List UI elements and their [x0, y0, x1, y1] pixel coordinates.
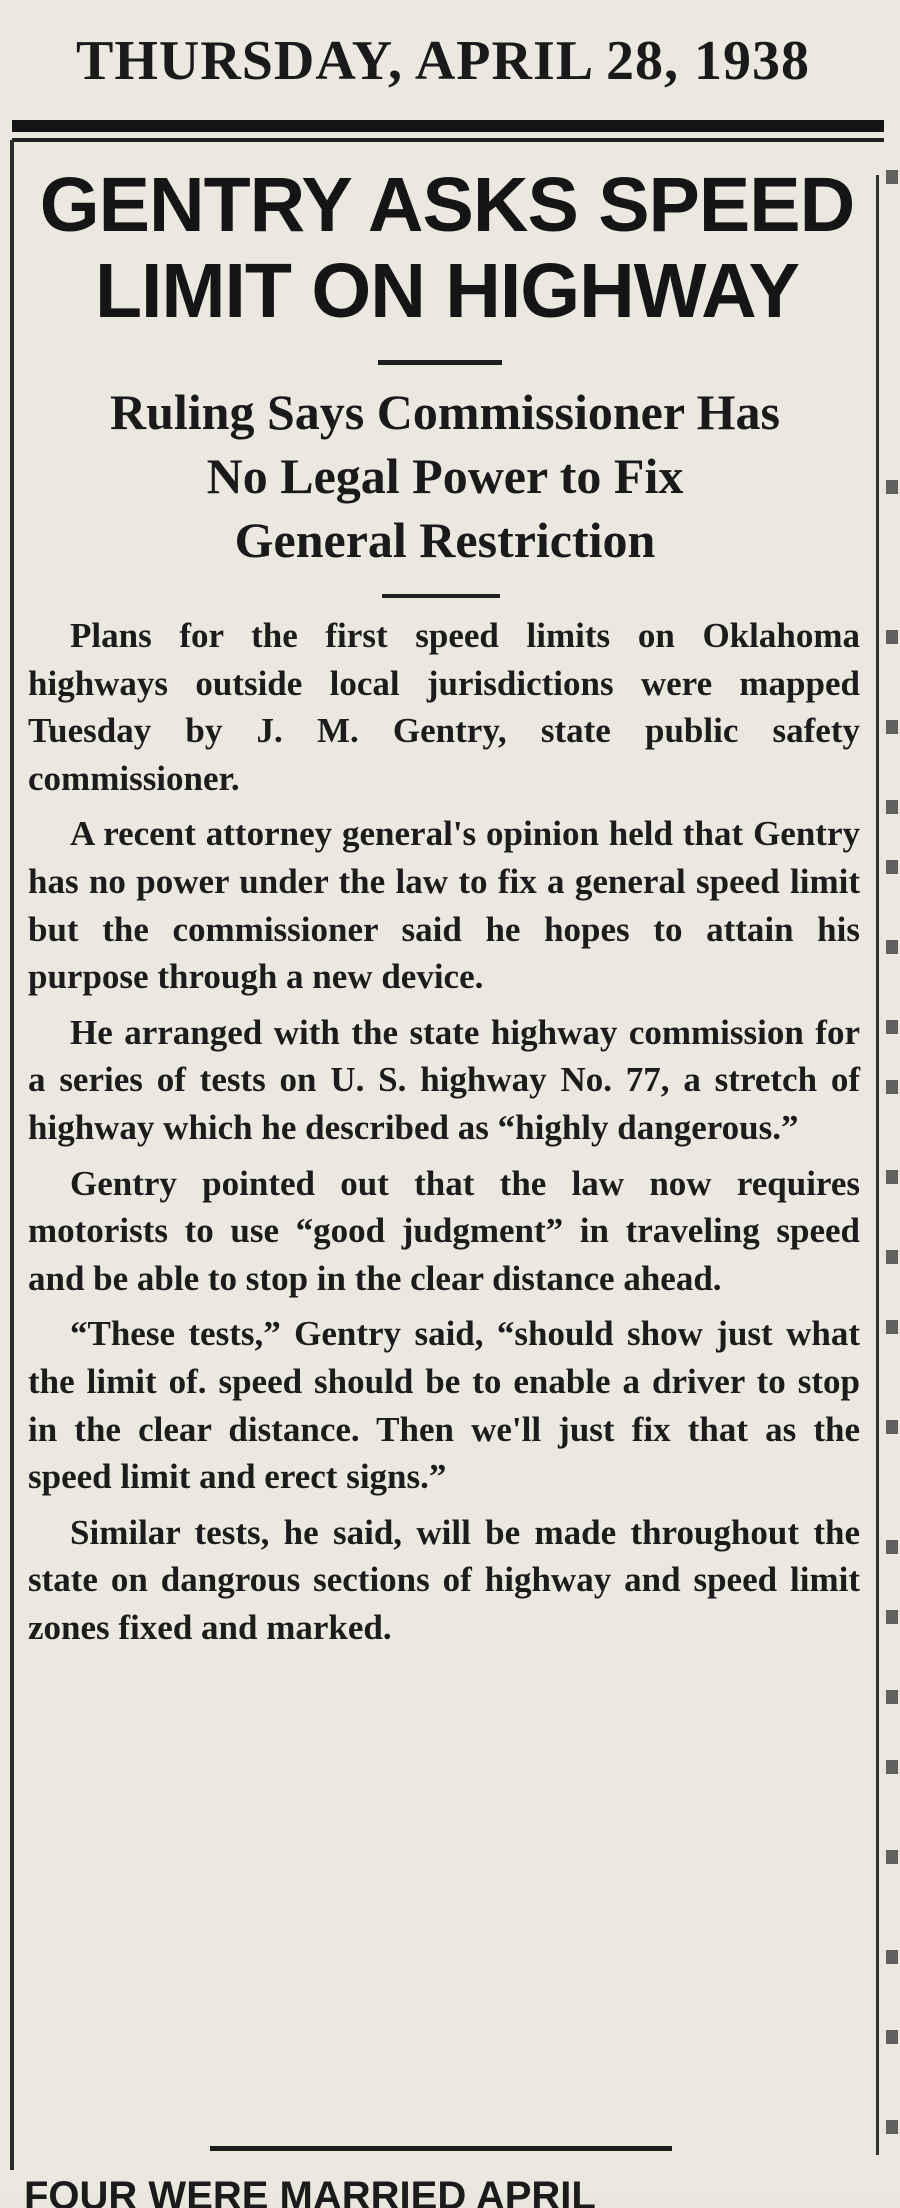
- headline-divider: [378, 360, 502, 365]
- article-body: [28, 612, 860, 1659]
- subheadline-line: No Legal Power to Fix: [206, 448, 684, 504]
- subheadline-line: Ruling Says Commissioner Has: [109, 384, 781, 440]
- paragraph: “These tests,” Gentry said, “should show just what the limit of. speed should be to enable a driver to stop in the clear distance. Then we'll just fix that as the speed limit and erect signs.”: [28, 1314, 860, 1497]
- article-end-rule: [210, 2146, 672, 2151]
- paragraph: He arranged with the state highway commission for a series of tests on U. S. highway No. 77, a stretch of highway which he described as “highly dangerous.”: [28, 1012, 860, 1147]
- adjacent-column-fragments: [884, 160, 900, 2160]
- paragraph: Plans for the first speed limits on Oklahoma highways outside local jurisdictions were mapped Tuesday by J. M. Gentry, state public safety commissioner.: [28, 616, 860, 798]
- headline-line: LIMIT ON HIGHWAY: [94, 248, 800, 334]
- column-rule-right: [876, 175, 879, 2155]
- paragraph: Similar tests, he said, will be made throughout the state on dangrous sections of highway and speed limit zones fixed and marked.: [28, 1512, 860, 1647]
- headline-line: GENTRY ASKS SPEED: [39, 162, 855, 248]
- column-rule-left: [10, 140, 14, 2170]
- subheadline: [20, 380, 870, 572]
- headline: [22, 162, 872, 334]
- next-article-headline: FOUR WERE MARRIED APRIL: [24, 2174, 596, 2208]
- subheadline-divider: [382, 594, 500, 598]
- masthead-rule: [12, 120, 884, 132]
- dateline: THURSDAY, APRIL 28, 1938: [75, 30, 811, 92]
- paragraph: A recent attorney general's opinion held that Gentry has no power under the law to fix a general speed limit but the commissioner said he hopes to attain his purpose through a new device.: [28, 814, 860, 997]
- paragraph: Gentry pointed out that the law now requires motorists to use “good judgment” in traveling speed and be able to stop in the clear distance ahead.: [28, 1163, 860, 1298]
- masthead-rule-thin: [12, 138, 884, 142]
- subheadline-line: General Restriction: [234, 512, 656, 568]
